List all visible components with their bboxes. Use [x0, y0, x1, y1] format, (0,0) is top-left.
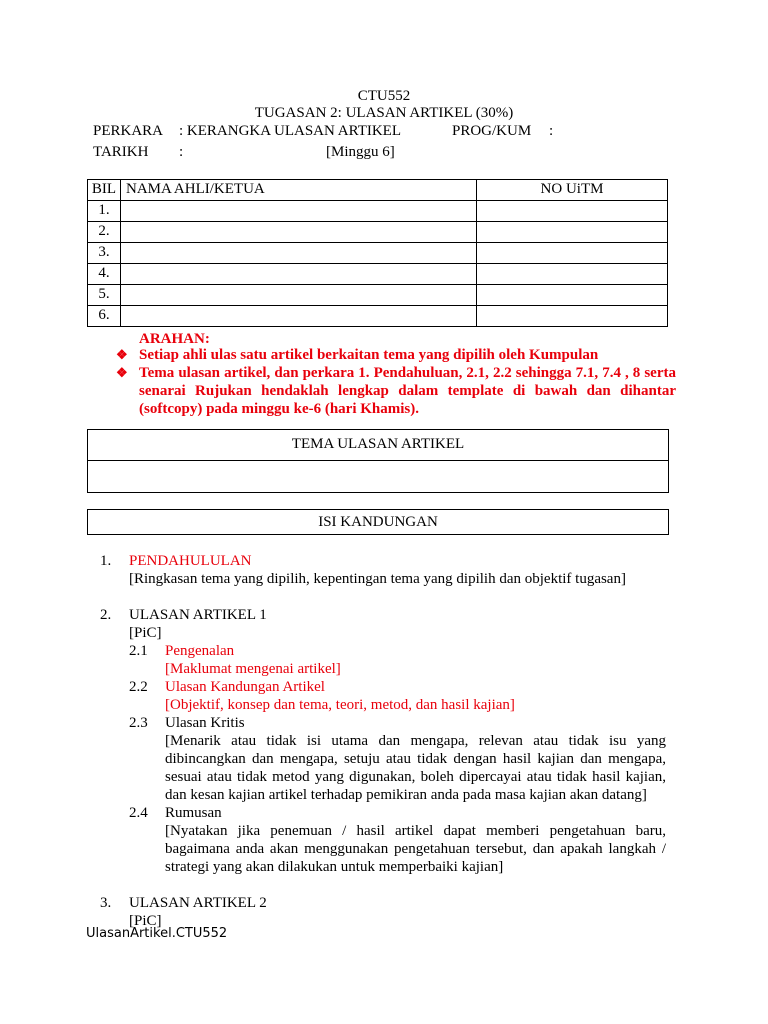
nama-cell[interactable] — [121, 285, 477, 306]
subsection-title: Ulasan Kandungan Artikel — [165, 679, 325, 695]
course-code: CTU552 — [357, 88, 411, 104]
arahan-title: ARAHAN: — [139, 331, 210, 347]
row-number: 6. — [88, 306, 121, 327]
perkara-label: PERKARA — [93, 123, 164, 139]
table-row — [88, 306, 668, 327]
subsection-2-4 — [129, 804, 666, 876]
no-uitm-cell[interactable] — [477, 306, 668, 327]
members-table — [87, 179, 668, 327]
subsection-2-3 — [129, 714, 666, 804]
subsection-title: Rumusan — [165, 805, 222, 821]
subsection-number: 2.2 — [129, 679, 148, 695]
section-number: 3. — [100, 895, 112, 911]
table-row — [88, 201, 668, 222]
subsection-number: 2.4 — [129, 805, 148, 821]
header-no-uitm: NO UiTM — [477, 180, 668, 201]
nama-cell[interactable] — [121, 222, 477, 243]
nama-cell[interactable] — [121, 306, 477, 327]
section-number: 1. — [100, 553, 112, 569]
row-number: 4. — [88, 264, 121, 285]
section-2 — [100, 606, 666, 876]
header-nama: NAMA AHLI/KETUA — [121, 180, 477, 201]
prog-colon: : — [549, 123, 554, 139]
tarikh-label: TARIKH — [93, 144, 149, 160]
tarikh-colon: : — [179, 144, 184, 160]
section-title: ULASAN ARTIKEL 1 — [129, 607, 267, 623]
pic-label: [PiC] — [129, 913, 162, 929]
pic-label: [PiC] — [129, 625, 162, 641]
table-row — [88, 222, 668, 243]
nama-cell[interactable] — [121, 201, 477, 222]
prog-label: PROG/KUM — [452, 123, 532, 139]
subsection-desc: [Menarik atau tidak isi utama dan mengapa, relevan atau tidak isu yang dibincangkan dan mengapa, setuju atau tidak dengan hasil kajian dan mengapa, sesuai atau tidak metod yang digunakan, boleh dipercayai atau tidak hasil kajian, dan kesan kajian artikel terhadap pemikiran anda pada masa kajian akan datang] — [165, 733, 666, 803]
section-title: ULASAN ARTIKEL 2 — [129, 895, 267, 911]
subsection-desc: [Maklumat mengenai artikel] — [165, 661, 341, 677]
no-uitm-cell[interactable] — [477, 243, 668, 264]
list-item — [116, 346, 676, 364]
page-footer: UlasanArtikel.CTU552 — [86, 926, 228, 941]
isi-kandungan-box: ISI KANDUNGAN — [87, 509, 669, 535]
section-1 — [100, 552, 666, 588]
row-number: 5. — [88, 285, 121, 306]
section-desc: [Ringkasan tema yang dipilih, kepentingan tema yang dipilih dan objektif tugasan] — [129, 571, 626, 587]
subsection-desc: [Objektif, konsep dan tema, teori, metod, dan hasil kajian] — [165, 697, 515, 713]
nama-cell[interactable] — [121, 264, 477, 285]
no-uitm-cell[interactable] — [477, 201, 668, 222]
section-title: PENDAHULULAN — [129, 553, 252, 569]
row-number: 2. — [88, 222, 121, 243]
assignment-title: TUGASAN 2: ULASAN ARTIKEL (30%) — [254, 105, 514, 121]
table-row — [88, 243, 668, 264]
tema-label: TEMA ULASAN ARTIKEL — [88, 430, 668, 461]
tema-value-field[interactable] — [88, 461, 668, 493]
table-row — [88, 285, 668, 306]
arahan-item-text: Setiap ahli ulas satu artikel berkaitan tema yang dipilih oleh Kumpulan — [139, 347, 599, 363]
row-number: 3. — [88, 243, 121, 264]
arahan-item-text: Tema ulasan artikel, dan perkara 1. Pendahuluan, 2.1, 2.2 sehingga 7.1, 7.4 , 8 serta senarai Rujukan hendaklah lengkap dalam template di bawah dan dihantar (softcopy) pada minggu ke-6 (hari Khamis). — [139, 365, 676, 417]
section-number: 2. — [100, 607, 112, 623]
content-outline — [100, 552, 666, 930]
no-uitm-cell[interactable] — [477, 222, 668, 243]
table-row — [88, 264, 668, 285]
table-header-row — [88, 180, 668, 201]
list-item — [116, 364, 676, 418]
minggu-label: [Minggu 6] — [326, 144, 395, 160]
perkara-value: : KERANGKA ULASAN ARTIKEL — [179, 123, 402, 139]
subsection-number: 2.3 — [129, 715, 148, 731]
subsection-number: 2.1 — [129, 643, 148, 659]
subsection-desc: [Nyatakan jika penemuan / hasil artikel dapat memberi pengetahuan baru, bagaimana anda akan menggunakan pengetahuan tersebut, dan apakah langkah / strategi yang akan dilakukan untuk memperbaiki kajian] — [165, 823, 666, 875]
header-bil: BIL — [88, 180, 121, 201]
no-uitm-cell[interactable] — [477, 285, 668, 306]
subsection-2-2 — [129, 678, 666, 714]
diamond-bullet-icon: ❖ — [116, 365, 128, 380]
diamond-bullet-icon: ❖ — [116, 347, 128, 362]
subsection-title: Ulasan Kritis — [165, 715, 245, 731]
tema-box — [87, 429, 669, 493]
no-uitm-cell[interactable] — [477, 264, 668, 285]
subsection-2-1 — [129, 642, 666, 678]
row-number: 1. — [88, 201, 121, 222]
nama-cell[interactable] — [121, 243, 477, 264]
subsection-title: Pengenalan — [165, 643, 235, 659]
arahan-list — [116, 346, 676, 418]
